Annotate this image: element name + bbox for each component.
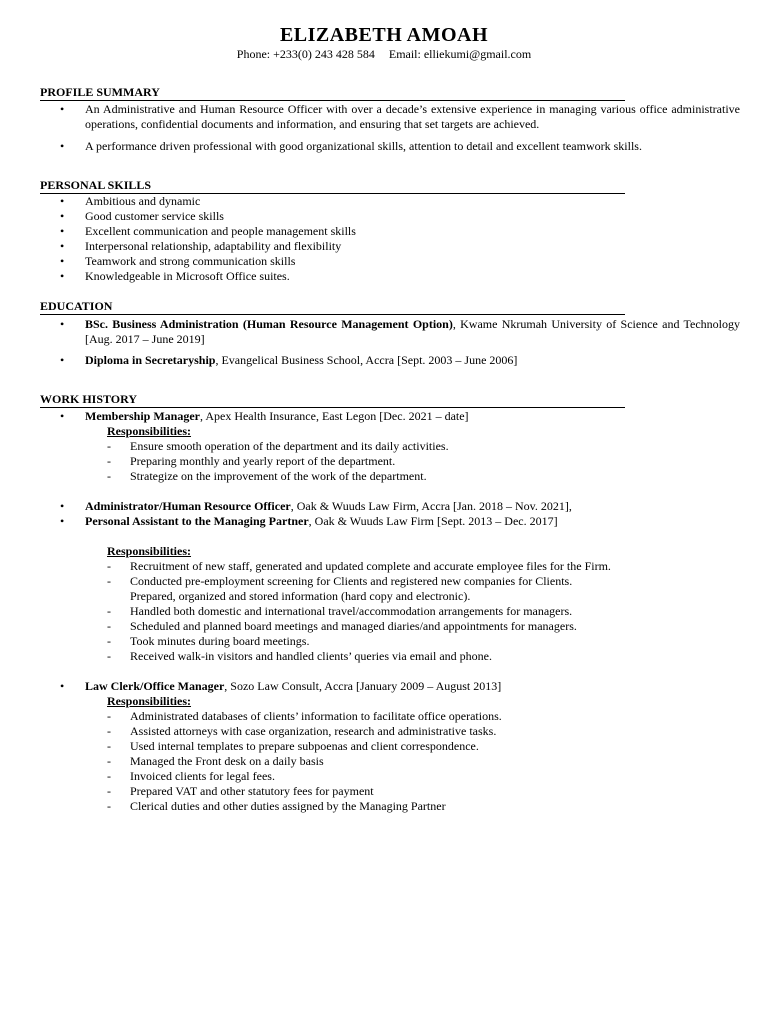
list-item: • Knowledgeable in Microsoft Office suites. [60, 269, 290, 283]
list-item: - Recruitment of new staff, generated and updated complete and accurate employee files for the Firm. [107, 559, 611, 573]
job-role: Law Clerk/Office Manager [85, 679, 225, 693]
list-item: - Handled both domestic and international travel/accommodation arrangements for managers. [107, 604, 573, 618]
contact-line [0, 47, 768, 62]
bullet-icon: • [60, 353, 65, 367]
list-item: - Ensure smooth operation of the department and its daily activities. [107, 439, 449, 453]
list-item: • Ambitious and dynamic [60, 194, 201, 208]
bullet-icon: • [60, 269, 65, 283]
job-entry: • Membership Manager, Apex Health Insurance, East Legon [Dec. 2021 – date] [60, 409, 469, 423]
list-item: - Preparing monthly and yearly report of the department. [107, 454, 396, 468]
email-address: Email: elliekumi@gmail.com [388, 47, 532, 61]
list-item: - Received walk-in visitors and handled clients’ queries via email and phone. [107, 649, 492, 663]
bullet-icon: • [60, 139, 65, 153]
job-entry: • Administrator/Human Resource Officer, Oak & Wuuds Law Firm, Accra [Jan. 2018 – Nov. 2021], [60, 499, 572, 513]
list-item: • Interpersonal relationship, adaptability and flexibility [60, 239, 342, 253]
dash-icon: - [107, 769, 111, 783]
profile-summary-section [40, 85, 740, 154]
responsibilities-label: Responsibilities: [107, 694, 192, 708]
bullet-icon: • [60, 209, 65, 223]
list-item: - Clerical duties and other duties assigned by the Managing Partner [107, 799, 446, 813]
list-item: - Prepared VAT and other statutory fees for payment [107, 784, 374, 798]
list-item: - Used internal templates to prepare subpoenas and client correspondence. [107, 739, 479, 753]
list-item: - Administrated databases of clients’ information to facilitate office operations. [107, 709, 502, 723]
bullet-icon: • [60, 224, 65, 238]
job-entry: • Law Clerk/Office Manager, Sozo Law Consult, Accra [January 2009 – August 2013] [60, 679, 502, 693]
bullet-icon: • [60, 514, 65, 528]
work-history-section [40, 392, 740, 814]
list-item: • BSc. Business Administration (Human Resource Management Option), Kwame Nkrumah University of Science and Technology [Aug. 2017 – June 2019] [60, 317, 740, 346]
bullet-icon: • [60, 239, 65, 253]
dash-icon: - [107, 739, 111, 753]
section-title-education: EDUCATION [40, 299, 625, 315]
job-entry: • Personal Assistant to the Managing Partner, Oak & Wuuds Law Firm [Sept. 2013 – Dec. 2017] [60, 514, 558, 528]
dash-icon: - [107, 439, 111, 453]
list-item: - Managed the Front desk on a daily basis [107, 754, 324, 768]
bullet-icon: • [60, 102, 65, 116]
bullet-icon: • [60, 194, 65, 208]
list-item: - Strategize on the improvement of the work of the department. [107, 469, 427, 483]
list-item: • Diploma in Secretaryship, Evangelical Business School, Accra [Sept. 2003 – June 2006] [60, 353, 518, 367]
bullet-icon: • [60, 409, 65, 423]
degree-title: Diploma in Secretaryship [85, 353, 216, 367]
section-title-profile: PROFILE SUMMARY [40, 85, 625, 101]
phone-number: Phone: +233(0) 243 428 584 [236, 47, 375, 61]
list-item: - Took minutes during board meetings. [107, 634, 310, 648]
dash-icon: - [107, 799, 111, 813]
responsibilities-label: Responsibilities: [107, 544, 192, 558]
list-item: • Excellent communication and people management skills [60, 224, 356, 238]
list-item: • An Administrative and Human Resource Officer with over a decade’s extensive experience in managing various office administrative operations, confidential documents and information, and ensuring that set targets are achieved. [60, 102, 740, 131]
list-item: - Conducted pre-employment screening for Clients and registered new companies for Clients. [107, 574, 573, 588]
job-role: Personal Assistant to the Managing Partner [85, 514, 309, 528]
list-item: • Good customer service skills [60, 209, 224, 223]
job-role: Administrator/Human Resource Officer [85, 499, 291, 513]
dash-icon: - [107, 559, 111, 573]
section-title-work: WORK HISTORY [40, 392, 625, 408]
list-item: - Invoiced clients for legal fees. [107, 769, 275, 783]
list-item: - Scheduled and planned board meetings and managed diaries/and appointments for managers. [107, 619, 577, 633]
dash-icon: - [107, 619, 111, 633]
dash-icon: - [107, 709, 111, 723]
responsibilities-label: Responsibilities: [107, 424, 192, 438]
bullet-icon: • [60, 254, 65, 268]
candidate-name: ELIZABETH AMOAH [279, 24, 489, 46]
dash-icon: - [107, 469, 111, 483]
dash-icon: - [107, 574, 111, 588]
dash-icon: - [107, 604, 111, 618]
section-title-skills: PERSONAL SKILLS [40, 178, 625, 194]
dash-icon: - [107, 454, 111, 468]
list-item: Prepared, organized and stored information (hard copy and electronic). [130, 589, 471, 603]
personal-skills-section [40, 178, 740, 284]
bullet-icon: • [60, 317, 65, 331]
bullet-icon: • [60, 499, 65, 513]
list-item: • A performance driven professional with good organizational skills, attention to detail and excellent teamwork skills. [60, 139, 642, 153]
job-role: Membership Manager [85, 409, 200, 423]
list-item: • Teamwork and strong communication skills [60, 254, 296, 268]
dash-icon: - [107, 724, 111, 738]
dash-icon: - [107, 634, 111, 648]
list-item: - Assisted attorneys with case organization, research and administrative tasks. [107, 724, 497, 738]
dash-icon: - [107, 754, 111, 768]
education-section [40, 299, 740, 368]
degree-title: BSc. Business Administration (Human Resource Management Option) [85, 317, 453, 331]
dash-icon: - [107, 649, 111, 663]
bullet-icon: • [60, 679, 65, 693]
dash-icon: - [107, 784, 111, 798]
